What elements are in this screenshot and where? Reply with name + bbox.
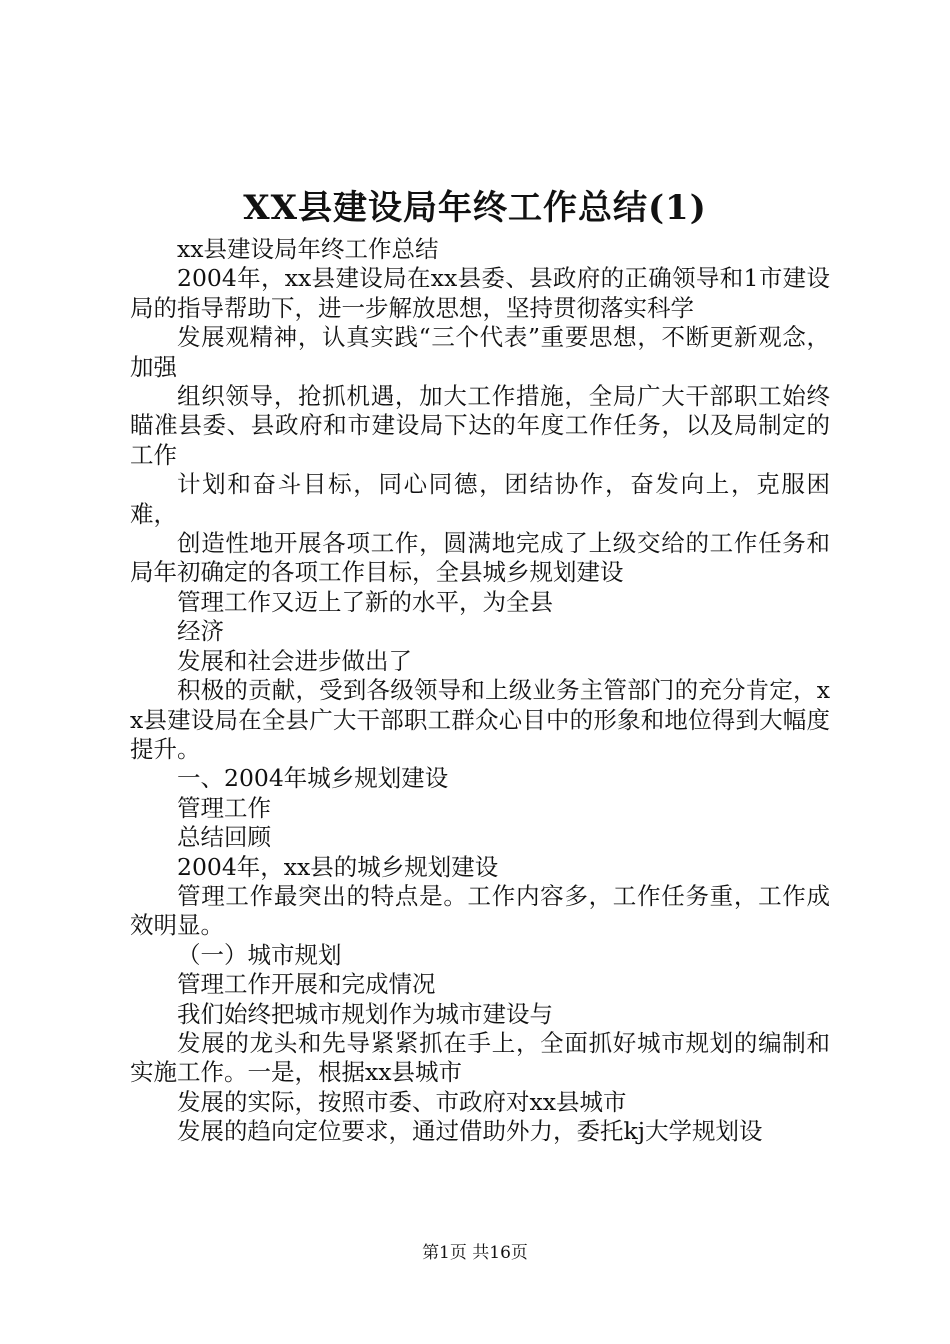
subsection-heading: （一）城市规划 <box>177 940 342 969</box>
paragraph: 计划和奋斗目标，同心同德，团结协作，奋发向上，克服困难， <box>130 470 830 528</box>
paragraph: 积极的贡献，受到各级领导和上级业务主管部门的充分肯定，xx县建设局在全县广大干部职工群众心目中的形象和地位得到大幅度提升。 <box>130 676 830 763</box>
section-heading: 一、2004年城乡规划建设 <box>177 764 449 793</box>
paragraph: xx县建设局年终工作总结 <box>177 235 439 263</box>
paragraph: 管理工作又迈上了新的水平，为全县 <box>177 587 553 616</box>
paragraph: 发展的趋向定位要求，通过借助外力，委托kj大学规划设 <box>177 1117 763 1146</box>
paragraph: 发展和社会进步做出了 <box>177 646 412 675</box>
document-body <box>130 235 830 1147</box>
paragraph: 2004年，xx县建设局在xx县委、县政府的正确领导和1市建设局的指导帮助下，进一步解放思想，坚持贯彻落实科学 <box>130 264 830 322</box>
paragraph: 管理工作开展和完成情况 <box>177 970 436 999</box>
document-title: XX县建设局年终工作总结(1) <box>243 188 707 228</box>
paragraph: 发展的实际，按照市委、市政府对xx县城市 <box>177 1087 627 1116</box>
paragraph: 我们始终把城市规划作为城市建设与 <box>177 999 553 1028</box>
paragraph: 总结回顾 <box>177 823 271 852</box>
paragraph: 发展观精神，认真实践“三个代表”重要思想，不断更新观念，加强 <box>130 323 830 381</box>
paragraph: 2004年，xx县的城乡规划建设 <box>177 852 499 881</box>
paragraph: 管理工作 <box>177 793 271 822</box>
paragraph: 组织领导，抢抓机遇，加大工作措施，全局广大干部职工始终瞄准县委、县政府和市建设局下达的年度工作任务，以及局制定的工作 <box>130 382 830 469</box>
paragraph: 管理工作最突出的特点是。工作内容多，工作任务重，工作成效明显。 <box>130 881 830 940</box>
paragraph: 发展的龙头和先导紧紧抓在手上，全面抓好城市规划的编制和实施工作。一是，根据xx县城市 <box>130 1028 830 1087</box>
paragraph: 创造性地开展各项工作，圆满地完成了上级交给的工作任务和局年初确定的各项工作目标，全县城乡规划建设 <box>130 529 830 587</box>
paragraph: 经济 <box>177 617 224 646</box>
page-footer: 第1页 共16页 <box>422 1243 528 1263</box>
